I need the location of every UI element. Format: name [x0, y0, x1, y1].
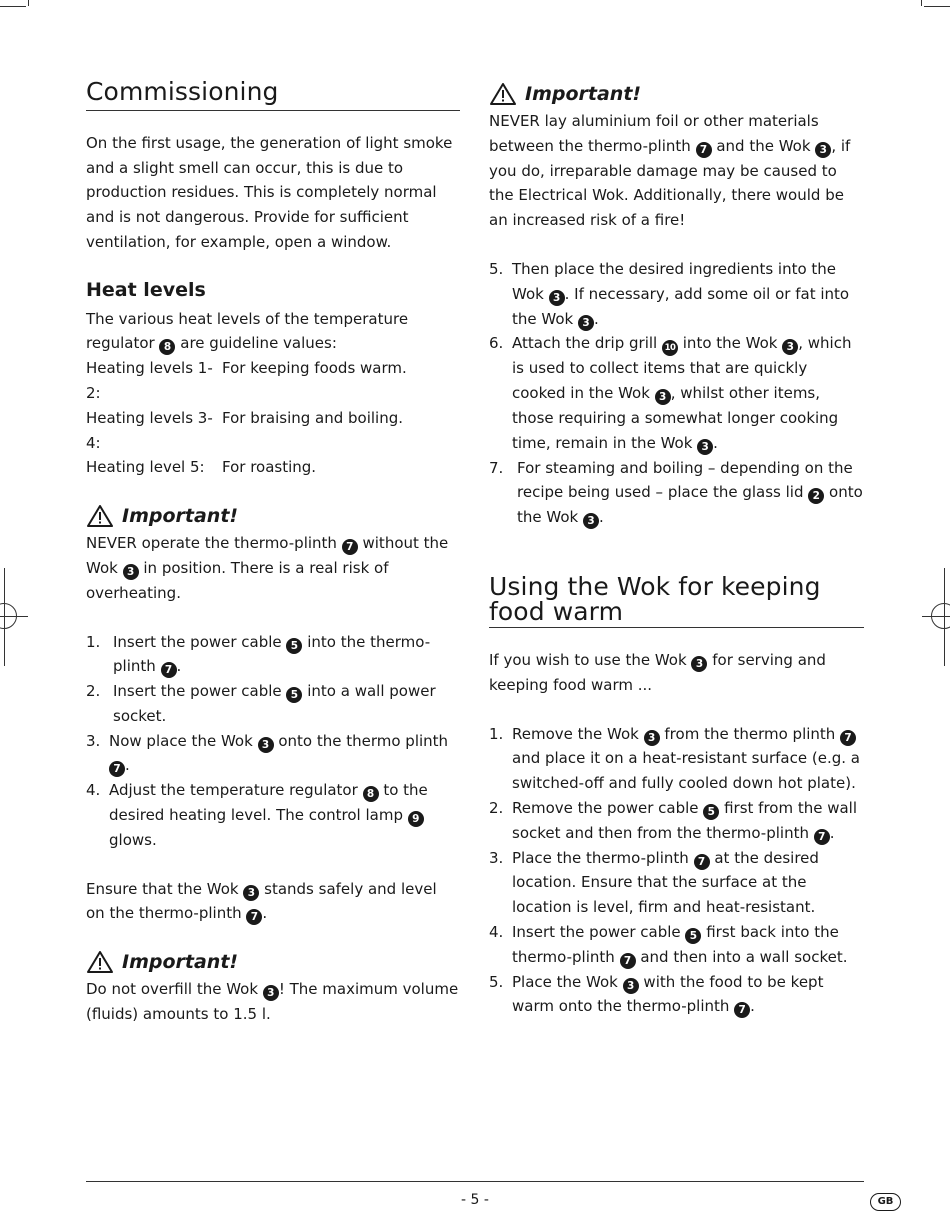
ref-wok-icon: 3 — [123, 564, 139, 580]
ref-plinth-icon: 7 — [161, 662, 177, 678]
list-item: 7. For steaming and boiling – depending on the recipe being used – place the glass lid 2 onto the Wok 3 . — [489, 458, 863, 528]
list-item: 6. Attach the drip grill 10 into the Wok 3 , which is used to collect items that are quickly cooked in the Wok 3 , whilst other items, those requiring a somewhat longer cooking time, remain in the Wok 3 . — [489, 334, 852, 453]
ref-cable-icon: 5 — [703, 804, 719, 820]
ref-plinth-icon: 7 — [246, 909, 262, 925]
important-heading: Important! — [489, 82, 864, 106]
cooking-steps-list — [489, 257, 864, 530]
crop-mark-top-left — [28, 0, 29, 6]
keeping-warm-title: Using the Wok for keeping food warm — [489, 574, 864, 628]
heat-level-label: Heating levels 1-2: — [86, 359, 213, 402]
heat-levels-table — [86, 356, 460, 480]
list-item: 4. Adjust the temperature regulator 8 to the desired heating level. The control lamp 9 glows. — [86, 781, 428, 849]
important-text: Do not overfill the Wok 3 ! The maximum volume (fluids) amounts to 1.5 l. — [86, 980, 459, 1024]
list-item: 4. Insert the power cable 5 first back into the thermo-plinth 7 and then into a wall socket. — [489, 922, 848, 967]
left-column — [86, 78, 460, 1027]
ref-lid-icon: 2 — [808, 488, 824, 504]
language-badge: GB — [870, 1193, 901, 1211]
ref-wok-icon: 3 — [263, 985, 279, 1001]
commissioning-title: Commissioning — [86, 78, 460, 111]
page-number: - 5 - — [461, 1192, 489, 1208]
ref-wok-icon: 3 — [782, 339, 798, 355]
keeping-warm-steps-list — [489, 722, 864, 1020]
important-text: NEVER operate the thermo-plinth 7 without the Wok 3 in position. There is a real risk of overheating. — [86, 534, 449, 602]
ref-grill-icon: 10 — [662, 340, 678, 356]
heat-level-value: For roasting. — [222, 458, 317, 477]
crop-mark-top-right-h — [924, 6, 950, 7]
ref-plinth-icon: 7 — [734, 1002, 750, 1018]
ref-wok-icon: 3 — [258, 737, 274, 753]
ref-wok-icon: 3 — [644, 730, 660, 746]
ref-wok-icon: 3 — [623, 978, 639, 994]
list-item: 3. Now place the Wok 3 onto the thermo plinth 7 . — [86, 731, 449, 776]
ref-plinth-icon: 7 — [342, 539, 358, 555]
important-heading: Important! — [86, 950, 460, 974]
list-item: 2. Insert the power cable 5 into a wall power socket. — [86, 682, 436, 725]
heat-levels-title: Heat levels — [86, 278, 206, 301]
ref-cable-icon: 5 — [286, 638, 302, 654]
ref-wok-icon: 3 — [549, 290, 565, 306]
ref-wok-icon: 3 — [691, 656, 707, 672]
important-text: NEVER lay aluminium foil or other materials between the thermo-plinth 7 and the Wok 3 , if you do, irreparable damage may be caused to the Electrical Wok. Additionally, there would be an increased risk of a fire! — [489, 112, 851, 230]
heat-level-label: Heating levels 3-4: — [86, 408, 213, 452]
registration-line-left-v — [4, 568, 5, 666]
registration-line-right-h — [922, 616, 950, 617]
keeping-warm-intro: If you wish to use the Wok 3 for serving and keeping food warm ... — [489, 650, 826, 694]
warning-triangle-icon — [489, 82, 517, 106]
setup-steps-list — [86, 630, 460, 853]
ref-plinth-icon: 7 — [620, 953, 636, 969]
heat-level-value: For keeping foods warm. — [222, 359, 407, 378]
list-item: 2. Remove the power cable 5 first from the wall socket and then from the thermo-plinth 7 . — [489, 798, 858, 843]
ref-wok-icon: 3 — [697, 439, 713, 455]
ref-plinth-icon: 7 — [694, 854, 710, 870]
heat-level-label: Heating level 5: — [86, 458, 205, 477]
commissioning-body: On the first usage, the generation of light smoke and a slight smell can occur, this is due to production residues. This is completely normal and is not dangerous. Provide for sufficient ventilation, for example, open a window. — [86, 133, 453, 251]
ref-plinth-icon: 7 — [814, 829, 830, 845]
ref-regulator-icon: 8 — [159, 339, 175, 355]
right-column — [489, 82, 864, 1019]
ref-plinth-icon: 7 — [696, 142, 712, 158]
warning-triangle-icon — [86, 504, 114, 528]
ref-cable-icon: 5 — [685, 928, 701, 944]
list-item: 5. Then place the desired ingredients into the Wok 3 . If necessary, add some oil or fat into the Wok 3 . — [489, 259, 850, 329]
ref-wok-icon: 3 — [815, 142, 831, 158]
list-item: 1. Remove the Wok 3 from the thermo plinth 7 and place it on a heat-resistant surface (e.g. a switched-off and fully cooled down hot plate). — [489, 724, 860, 793]
warning-triangle-icon — [86, 950, 114, 974]
list-item: 1. Insert the power cable 5 into the thermo-plinth 7 . — [86, 632, 431, 677]
heat-levels-intro: The various heat levels of the temperature regulator 8 are guideline values: — [86, 309, 409, 354]
ref-wok-icon: 3 — [243, 885, 259, 901]
heat-level-value: For braising and boiling. — [222, 408, 404, 427]
ref-cable-icon: 5 — [286, 687, 302, 703]
crop-mark-top-right — [921, 0, 922, 6]
important-heading: Important! — [86, 504, 460, 528]
list-item: 5. Place the Wok 3 with the food to be kept warm onto the thermo-plinth 7 . — [489, 972, 824, 1017]
ref-regulator-icon: 8 — [363, 786, 379, 802]
ref-wok-icon: 3 — [583, 513, 599, 529]
footer-divider — [86, 1181, 864, 1182]
crop-mark-top-left-h — [0, 6, 26, 7]
ref-plinth-icon: 7 — [840, 730, 856, 746]
registration-line-right-v — [944, 568, 945, 666]
ref-wok-icon: 3 — [655, 389, 671, 405]
list-item: 3. Place the thermo-plinth 7 at the desired location. Ensure that the surface at the location is level, firm and heat-resistant. — [489, 848, 819, 917]
ref-plinth-icon: 7 — [109, 761, 125, 777]
ref-wok-icon: 3 — [578, 315, 594, 331]
ref-lamp-icon: 9 — [408, 811, 424, 827]
ensure-text: Ensure that the Wok 3 stands safely and level on the thermo-plinth 7 . — [86, 879, 437, 924]
